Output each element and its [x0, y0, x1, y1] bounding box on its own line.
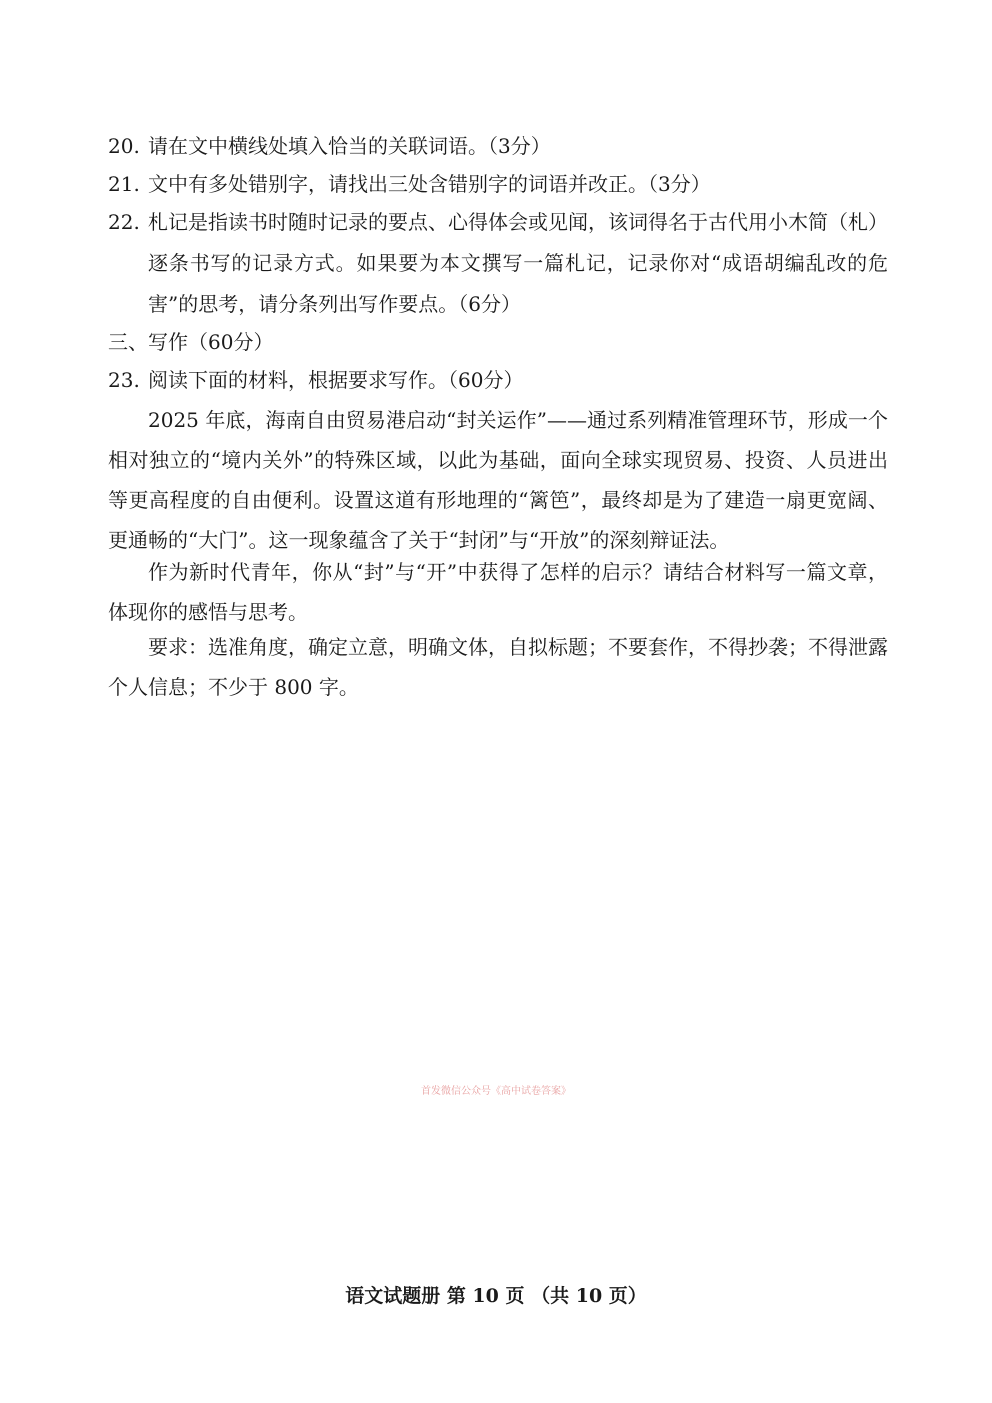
- question-number: 21.: [108, 172, 140, 196]
- question-20: [108, 126, 888, 167]
- question-23: [108, 360, 888, 401]
- question-number: 22.: [108, 210, 140, 234]
- question-text: 文中有多处错别字，请找出三处含错别字的词语并改正。（3分）: [148, 172, 711, 196]
- question-number: 20.: [108, 134, 140, 158]
- watermark: 首发微信公众号《高中试卷答案》: [421, 1086, 571, 1097]
- question-number: 23.: [108, 368, 140, 392]
- question-text: 请在文中横线处填入恰当的关联词语。（3分）: [148, 134, 551, 158]
- question-22: [108, 202, 888, 325]
- question-text: 札记是指读书时随时记录的要点、心得体会或见闻，该词得名于古代用小木简（札）逐条书写的记录方式。如果要为本文撰写一篇札记，记录你对“成语胡编乱改的危害”的思考，请分条列出写作要点。（6分）: [148, 210, 888, 316]
- material-paragraph-2: 作为新时代青年，你从“封”与“开”中获得了怎样的启示？请结合材料写一篇文章，体现你的感悟与思考。: [108, 560, 888, 624]
- requirements-paragraph: 要求：选准角度，确定立意，明确文体，自拟标题；不要套作，不得抄袭；不得泄露个人信息；不少于 800 字。: [108, 635, 888, 699]
- section-writing-heading: 三、写作（60分）: [108, 330, 274, 354]
- question-text: 阅读下面的材料，根据要求写作。（60分）: [148, 368, 524, 392]
- material-paragraph-1: 2025 年底，海南自由贸易港启动“封关运作”——通过系列精准管理环节，形成一个相对独立的“境内关外”的特殊区域，以此为基础，面向全球实现贸易、投资、人员进出等更高程度的自由便利。设置这道有形地理的“篱笆”，最终却是为了建造一扇更宽阔、更通畅的“大门”。这一现象蕴含了关于“封闭”与“开放”的深刻辩证法。: [108, 408, 888, 552]
- question-21: [108, 164, 888, 205]
- page-footer: 语文试题册 第 10 页 （共 10 页）: [345, 1285, 647, 1307]
